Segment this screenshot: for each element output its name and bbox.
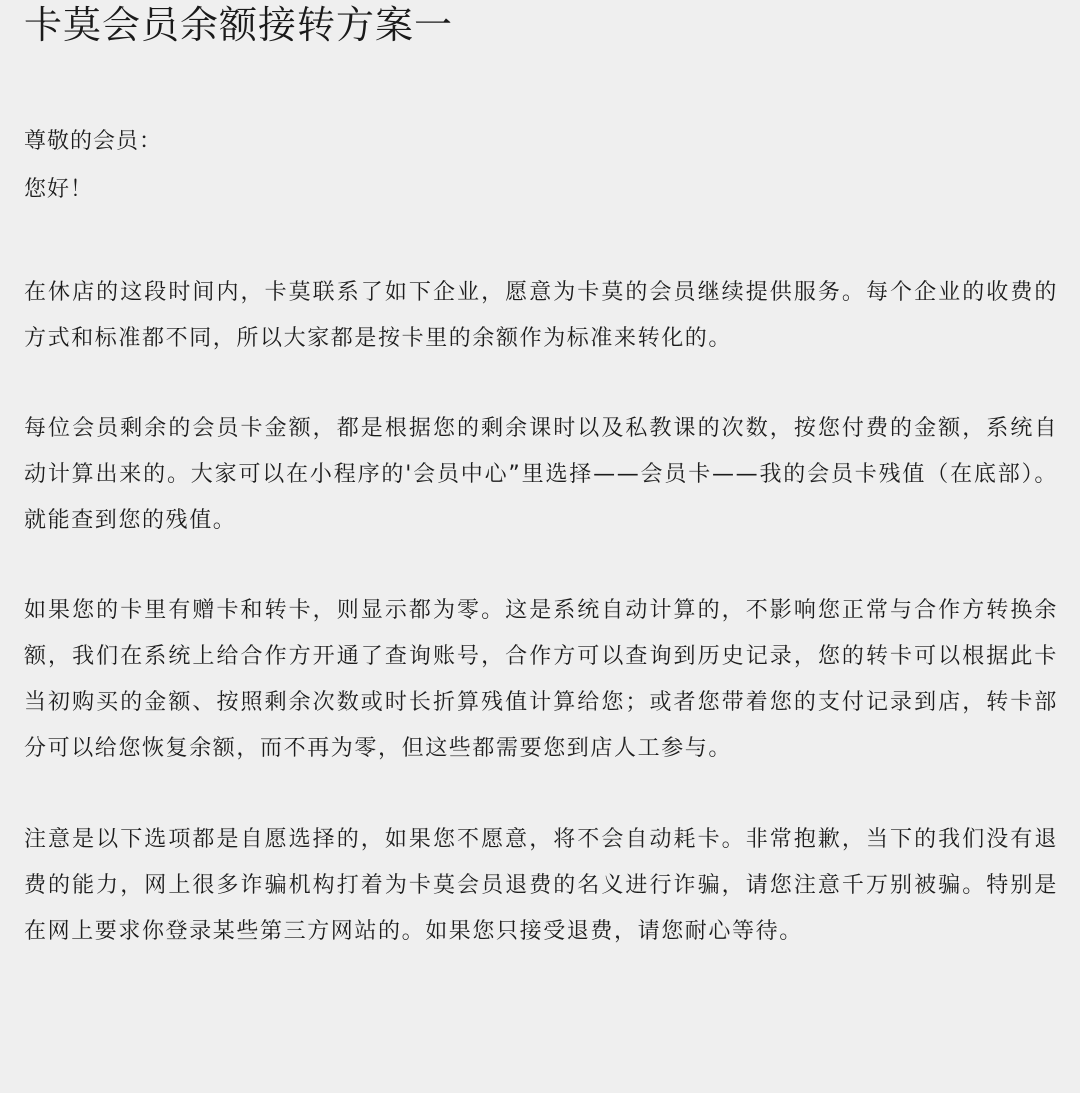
article-title: 卡莫会员余额接转方案一 xyxy=(24,3,454,47)
hello-line: 您好！ xyxy=(24,177,94,202)
paragraph-notice-refund: 注意是以下选项都是自愿选择的，如果您不愿意，将不会自动耗卡。非常抱歉，当下的我们没有退费的能力，网上很多诈骗机构打着为卡莫会员退费的名义进行诈骗，请您注意千万别被骗。特别是在网上要求你登录某些第三方网站的。如果您只接受退费，请您耐心等待。 xyxy=(24,827,1058,944)
paragraph-balance-calculation: 每位会员剩余的会员卡金额，都是根据您的剩余课时以及私教课的次数，按您付费的金额，系统自动计算出来的。大家可以在小程序的'会员中心”里选择——会员卡——我的会员卡残值（在底部）。就能查到您的残值。 xyxy=(24,416,1058,533)
paragraph-gift-transfer-cards: 如果您的卡里有赠卡和转卡，则显示都为零。这是系统自动计算的，不影响您正常与合作方转换余额，我们在系统上给合作方开通了查询账号，合作方可以查询到历史记录，您的转卡可以根据此卡当初购买的金额、按照剩余次数或时长折算残值计算给您；或者您带着您的支付记录到店，转卡部分可以给您恢复余额，而不再为零，但这些都需要您到店人工参与。 xyxy=(24,598,1058,761)
paragraph-service-partners: 在休店的这段时间内，卡莫联系了如下企业，愿意为卡莫的会员继续提供服务。每个企业的收费的方式和标准都不同，所以大家都是按卡里的余额作为标准来转化的。 xyxy=(24,280,1058,351)
greeting-block xyxy=(24,118,1058,214)
salutation-line: 尊敬的会员： xyxy=(24,129,163,154)
